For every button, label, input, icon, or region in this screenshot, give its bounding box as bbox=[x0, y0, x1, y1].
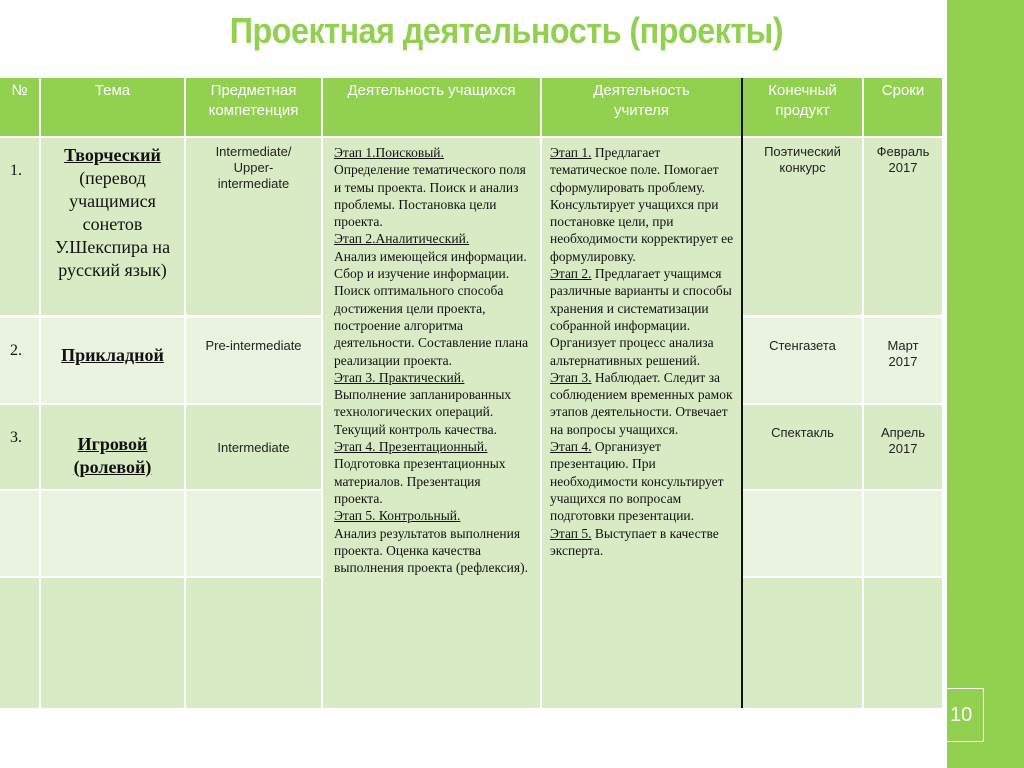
header-num: № bbox=[0, 78, 39, 136]
row4-product-empty bbox=[743, 491, 862, 576]
row2-num: 2. bbox=[0, 318, 39, 403]
row4-topic-empty bbox=[41, 491, 184, 576]
students-activity-cell bbox=[323, 138, 540, 708]
row4-dates-empty bbox=[864, 491, 942, 576]
row5-topic-empty bbox=[41, 578, 184, 708]
students-stage-1: Этап 1.Поисковый. Определение тематического поля и темы проекта. Поиск и анализ проблемы. Постановка цели проекта. bbox=[334, 145, 526, 230]
teacher-stage-2: Этап 2. Предлагает учащимся различные варианты и способы хранения и систематизации собранной информации. Организует процесс анализа альтернативных решений. bbox=[550, 266, 732, 368]
row5-num-empty bbox=[0, 578, 39, 708]
row1-topic-title: Творческий bbox=[64, 145, 161, 165]
side-band bbox=[947, 0, 1024, 768]
students-stage-2: Этап 2.Аналитический. Анализ имеющейся информации. Сбор и изучение информации. Поиск оптимального способа достижения цели проекта, построение алгоритма деятельности. Составление плана реализации проекта. bbox=[334, 231, 529, 368]
header-dates: Сроки bbox=[864, 78, 942, 136]
row2-topic bbox=[41, 318, 184, 403]
row4-num-empty bbox=[0, 491, 39, 576]
header-topic: Тема bbox=[41, 78, 184, 136]
row3-num: 3. bbox=[0, 405, 39, 489]
row3-dates: Апрель 2017 bbox=[864, 405, 942, 489]
page-title: Проектная деятельность (проекты) bbox=[229, 10, 783, 51]
row5-competence-empty bbox=[186, 578, 321, 708]
teacher-stage-3: Этап 3. Наблюдает. Следит за соблюдением временных рамок этапов деятельности. Отвечает на вопросы учащихся. bbox=[550, 369, 733, 437]
row3-competence: Intermediate bbox=[186, 405, 321, 489]
row1-num: 1. bbox=[0, 138, 39, 315]
teacher-stage-5: Этап 5. Выступает в качестве эксперта. bbox=[550, 525, 719, 558]
header-teacher: Деятельность учителя bbox=[542, 78, 741, 136]
page-number: 10 bbox=[950, 704, 973, 726]
row2-topic-title: Прикладной bbox=[61, 345, 164, 365]
row1-topic-desc: (перевод учащимися сонетов У.Шекспира на русский язык) bbox=[54, 168, 171, 280]
teacher-stage-4: Этап 4. Организует презентацию. При необходимости консультирует учащихся по вопросам подготовки презентации. bbox=[550, 439, 724, 524]
row5-dates-empty bbox=[864, 578, 942, 708]
row1-competence: Intermediate/ Upper-intermediate bbox=[186, 138, 321, 315]
header-students: Деятельность учащихся bbox=[323, 78, 540, 136]
row5-product-empty bbox=[743, 578, 862, 708]
students-stage-3: Этап 3. Практический. Выполнение запланированных технологических операций. Текущий контроль качества. bbox=[334, 369, 512, 437]
students-stage-5: Этап 5. Контрольный. Анализ результатов выполнения проекта. Оценка качества выполнения проекта (рефлексия). bbox=[334, 508, 528, 576]
header-competence: Предметная компетенция bbox=[186, 78, 321, 136]
teacher-activity-cell bbox=[542, 138, 741, 708]
row3-topic-title: Игровой (ролевой) bbox=[73, 434, 152, 477]
header-product: Конечный продукт bbox=[743, 78, 862, 136]
row1-topic bbox=[41, 138, 184, 315]
column-divider bbox=[741, 78, 743, 708]
row2-product: Стенгазета bbox=[743, 318, 862, 403]
students-stage-4: Этап 4. Презентационный. Подготовка презентационных материалов. Презентация проекта. bbox=[334, 439, 506, 506]
row2-dates: Март 2017 bbox=[864, 318, 942, 403]
row1-dates: Февраль 2017 bbox=[864, 138, 942, 315]
row4-competence-empty bbox=[186, 491, 321, 576]
row3-product: Спектакль bbox=[743, 405, 862, 489]
row3-topic bbox=[41, 405, 184, 489]
teacher-stage-1: Этап 1. Предлагает тематическое поле. Помогает сформулировать проблему. Консультирует учащихся при постановке цели, при необходимости корректирует ее формулировку. bbox=[550, 145, 734, 264]
row1-product: Поэтический конкурс bbox=[743, 138, 862, 315]
row2-competence: Pre-intermediate bbox=[186, 318, 321, 403]
